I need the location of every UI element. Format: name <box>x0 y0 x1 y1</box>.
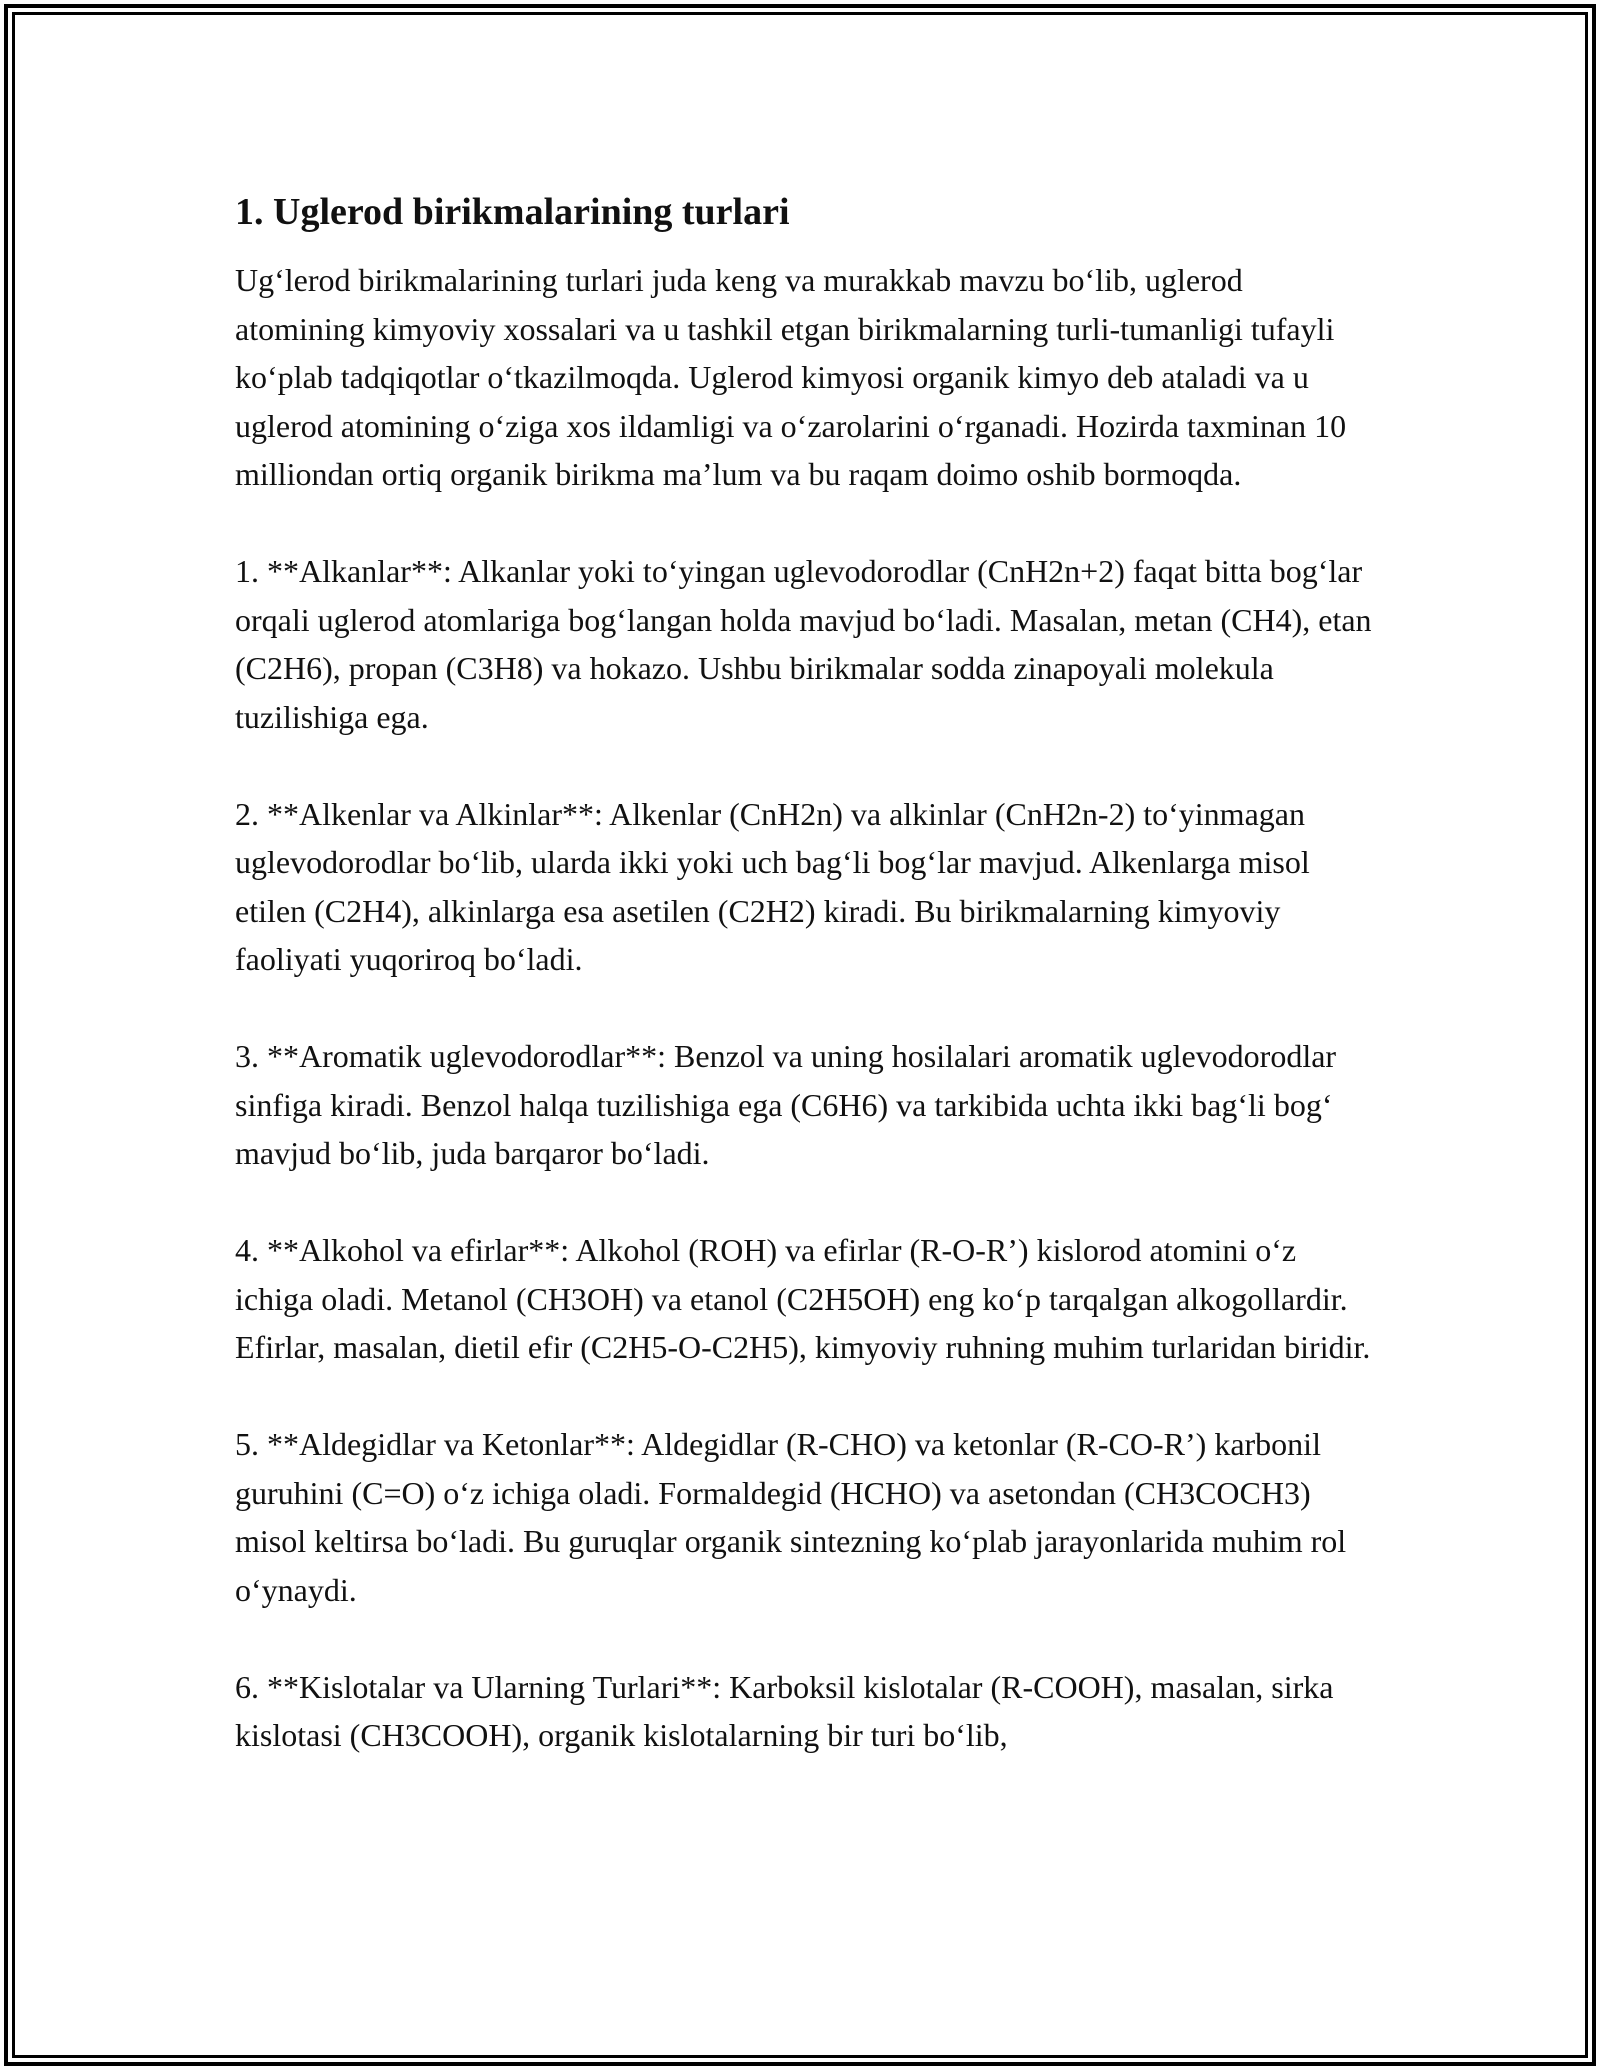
paragraph-alkanlar: 1. **Alkanlar**: Alkanlar yoki to‘yingan uglevodorodlar (CnH2n+2) faqat bitta bog‘lar orqali uglerod atomlariga bog‘langan holda mavjud bo‘ladi. Masalan, metan (CH4), etan (C2H6), propan (C3H8) va hokazo. Ushbu birikmalar sodda zinapoyali molekula tuzilishiga ega. <box>235 553 1372 735</box>
document-body <box>235 188 1375 1808</box>
paragraph-alkenlar-alkinlar: 2. **Alkenlar va Alkinlar**: Alkenlar (CnH2n) va alkinlar (CnH2n-2) to‘yinmagan uglevodorodlar bo‘lib, ularda ikki yoki uch bag‘li bog‘lar mavjud. Alkenlarga misol etilen (C2H4), alkinlarga esa asetilen (C2H2) kiradi. Bu birikmalarning kimyoviy faoliyati yuqoriroq bo‘ladi. <box>235 795 1310 977</box>
paragraph-aromatik: 3. **Aromatik uglevodorodlar**: Benzol va uning hosilalari aromatik uglevodorodlar sinfiga kiradi. Benzol halqa tuzilishiga ega (C6H6) va tarkibida uchta ikki bag‘li bog‘ mavjud bo‘lib, juda barqaror bo‘ladi. <box>235 1038 1337 1171</box>
paragraph-aldegidlar-ketonlar: 5. **Aldegidlar va Ketonlar**: Aldegidlar (R-CHO) va ketonlar (R-CO-R’) karbonil guruhini (C=O) o‘z ichiga oladi. Formaldegid (HCHO) va asetondan (CH3COCH3) misol keltirsa bo‘ladi. Bu guruqlar organik sintezning ko‘plab jarayonlarida muhim rol o‘ynaydi. <box>235 1426 1347 1608</box>
section-heading: 1. Uglerod birikmalarining turlari <box>235 191 790 233</box>
intro-paragraph: Ug‘lerod birikmalarining turlari juda keng va murakkab mavzu bo‘lib, uglerod atomining kimyoviy xossalari va u tashkil etgan birikmalarning turli-tumanligi tufayli ko‘plab tadqiqotlar o‘tkazilmoqda. Uglerod kimyosi organik kimyo deb ataladi va u uglerod atomining o‘ziga xos ildamligi va o‘zarolarini o‘rganadi. Hozirda taxminan 10 milliondan ortiq organik birikma ma’lum va bu raqam doimo oshib bormoqda. <box>235 262 1347 492</box>
paragraph-kislotalar: 6. **Kislotalar va Ularning Turlari**: Karboksil kislotalar (R-COOH), masalan, sirka kislotasi (CH3COOH), organik kislotalarning bir turi bo‘lib, <box>235 1668 1334 1753</box>
paragraph-alkohol-efirlar: 4. **Alkohol va efirlar**: Alkohol (ROH) va efirlar (R-O-R’) kislorod atomini o‘z ichiga oladi. Metanol (CH3OH) va etanol (C2H5OH) eng ko‘p tarqalgan alkogollardir. Efirlar, masalan, dietil efir (C2H5-O-C2H5), kimyoviy ruhning muhim turlaridan biridir. <box>235 1232 1371 1365</box>
